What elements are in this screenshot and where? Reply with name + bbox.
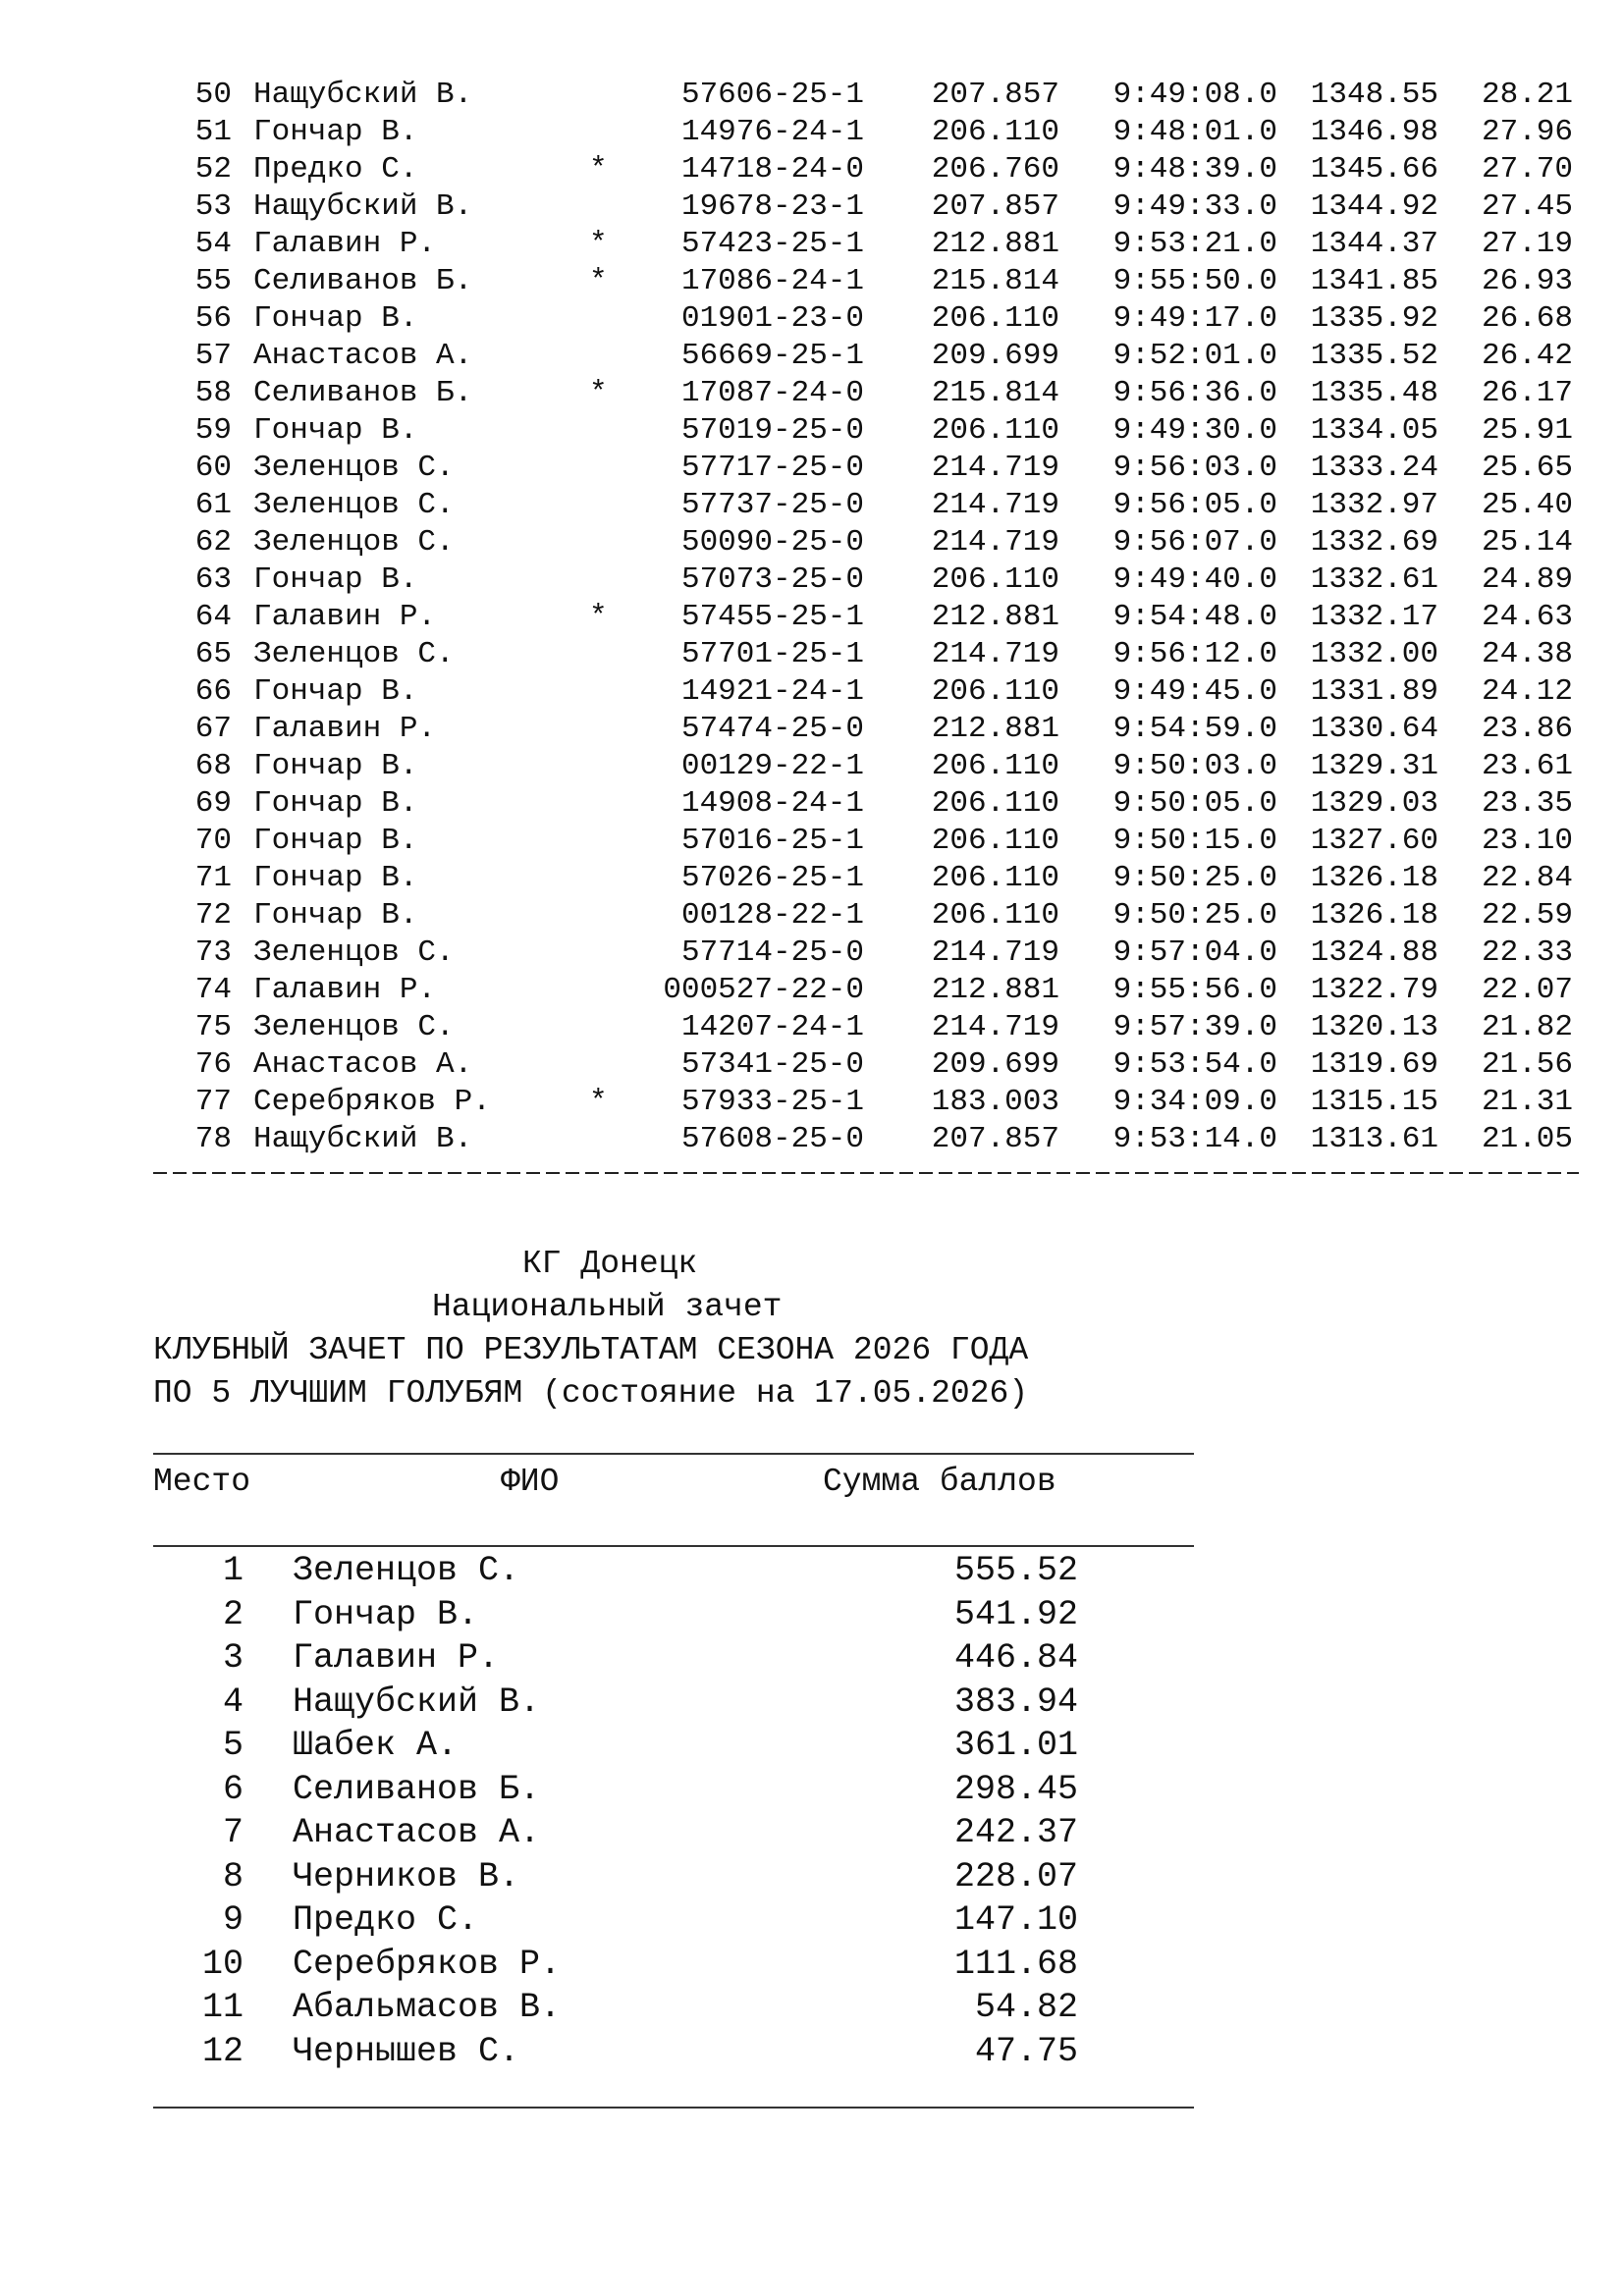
table-top-rule: [153, 1453, 1194, 1455]
result-speed: 1332.61: [1310, 562, 1438, 597]
result-speed: 1330.64: [1310, 712, 1438, 746]
result-row: [0, 77, 1624, 114]
standing-row: [0, 1855, 1624, 1899]
result-time: 9:49:33.0: [1112, 189, 1277, 224]
result-name: Зеленцов С.: [253, 525, 455, 560]
result-ring: 56669-25-1: [680, 339, 864, 373]
result-score: 27.19: [1481, 227, 1573, 261]
result-name: Гончар В.: [253, 413, 418, 448]
result-speed: 1332.17: [1310, 600, 1438, 634]
result-time: 9:34:09.0: [1112, 1085, 1277, 1119]
result-flag: *: [589, 376, 608, 410]
club-name: КГ Донецк: [522, 1246, 698, 1282]
result-time: 9:56:03.0: [1112, 451, 1277, 485]
result-name: Зеленцов С.: [253, 488, 455, 522]
result-time: 9:54:48.0: [1112, 600, 1277, 634]
result-speed: 1329.03: [1310, 786, 1438, 821]
result-name: Предко С.: [253, 152, 418, 187]
result-num: 62: [194, 525, 232, 560]
result-speed: 1315.15: [1310, 1085, 1438, 1119]
result-speed: 1331.89: [1310, 674, 1438, 709]
result-ring: 14976-24-1: [680, 115, 864, 149]
result-score: 22.59: [1481, 898, 1573, 933]
result-num: 52: [194, 152, 232, 187]
result-distance: 206.110: [931, 413, 1059, 448]
standing-sum: 361.01: [953, 1726, 1078, 1765]
result-speed: 1320.13: [1310, 1010, 1438, 1044]
standing-name: Галавин Р.: [293, 1638, 500, 1678]
result-row: [0, 487, 1624, 524]
result-score: 21.82: [1481, 1010, 1573, 1044]
standing-sum: 242.37: [953, 1813, 1078, 1852]
result-distance: 212.881: [931, 973, 1059, 1007]
result-num: 58: [194, 376, 232, 410]
result-name: Галавин Р.: [253, 227, 437, 261]
result-score: 22.33: [1481, 935, 1573, 970]
result-num: 67: [194, 712, 232, 746]
standing-row: [0, 1593, 1624, 1637]
result-name: Зеленцов С.: [253, 1010, 455, 1044]
result-flag: *: [589, 1085, 608, 1119]
result-num: 55: [194, 264, 232, 298]
result-row: [0, 524, 1624, 561]
result-row: [0, 1084, 1624, 1121]
result-row: [0, 1046, 1624, 1084]
result-flag: *: [589, 600, 608, 634]
standing-place: 9: [222, 1900, 244, 1940]
result-row: [0, 561, 1624, 599]
result-ring: 57608-25-0: [680, 1122, 864, 1156]
result-ring: 14718-24-0: [680, 152, 864, 187]
standing-name: Абальмасов В.: [293, 1988, 562, 2027]
result-name: Гончар В.: [253, 861, 418, 895]
result-name: Анастасов А.: [253, 339, 473, 373]
standing-sum: 383.94: [953, 1682, 1078, 1722]
result-ring: 17086-24-1: [680, 264, 864, 298]
standing-place: 1: [222, 1551, 244, 1590]
result-distance: 206.110: [931, 562, 1059, 597]
result-distance: 206.110: [931, 749, 1059, 783]
result-time: 9:56:07.0: [1112, 525, 1277, 560]
result-distance: 214.719: [931, 451, 1059, 485]
result-name: Зеленцов С.: [253, 451, 455, 485]
result-ring: 57717-25-0: [680, 451, 864, 485]
result-num: 66: [194, 674, 232, 709]
result-score: 21.05: [1481, 1122, 1573, 1156]
result-time: 9:48:01.0: [1112, 115, 1277, 149]
result-row: [0, 823, 1624, 860]
result-num: 51: [194, 115, 232, 149]
result-speed: 1324.88: [1310, 935, 1438, 970]
race-results-table: [0, 77, 1624, 1158]
result-speed: 1344.92: [1310, 189, 1438, 224]
result-distance: 214.719: [931, 637, 1059, 671]
result-speed: 1319.69: [1310, 1047, 1438, 1082]
standing-place: 4: [222, 1682, 244, 1722]
standing-place: 8: [222, 1856, 244, 1896]
result-speed: 1348.55: [1310, 78, 1438, 112]
result-time: 9:49:08.0: [1112, 78, 1277, 112]
result-score: 27.45: [1481, 189, 1573, 224]
result-score: 24.12: [1481, 674, 1573, 709]
result-ring: 57341-25-0: [680, 1047, 864, 1082]
standing-place: 10: [201, 1944, 244, 1984]
standing-row: [0, 1549, 1624, 1593]
result-score: 28.21: [1481, 78, 1573, 112]
result-name: Нащубский В.: [253, 1122, 473, 1156]
result-speed: 1326.18: [1310, 898, 1438, 933]
result-name: Зеленцов С.: [253, 935, 455, 970]
result-row: [0, 114, 1624, 151]
result-name: Гончар В.: [253, 562, 418, 597]
result-speed: 1345.66: [1310, 152, 1438, 187]
header-place: Место: [153, 1464, 251, 1500]
result-num: 60: [194, 451, 232, 485]
result-time: 9:53:21.0: [1112, 227, 1277, 261]
standing-name: Чернышев С.: [293, 2031, 520, 2071]
result-distance: 206.760: [931, 152, 1059, 187]
result-num: 65: [194, 637, 232, 671]
result-score: 21.31: [1481, 1085, 1573, 1119]
result-num: 56: [194, 301, 232, 336]
result-row: [0, 897, 1624, 934]
result-row: [0, 972, 1624, 1009]
table-bottom-rule: [153, 2107, 1194, 2109]
result-score: 21.56: [1481, 1047, 1573, 1082]
result-ring: 17087-24-0: [680, 376, 864, 410]
result-row: [0, 188, 1624, 226]
result-name: Серебряков Р.: [253, 1085, 491, 1119]
result-row: [0, 934, 1624, 972]
result-speed: 1322.79: [1310, 973, 1438, 1007]
result-score: 23.10: [1481, 824, 1573, 858]
result-ring: 57933-25-1: [680, 1085, 864, 1119]
result-time: 9:49:40.0: [1112, 562, 1277, 597]
result-score: 25.14: [1481, 525, 1573, 560]
result-speed: 1333.24: [1310, 451, 1438, 485]
result-time: 9:52:01.0: [1112, 339, 1277, 373]
result-distance: 214.719: [931, 525, 1059, 560]
result-score: 26.17: [1481, 376, 1573, 410]
result-num: 77: [194, 1085, 232, 1119]
result-name: Анастасов А.: [253, 1047, 473, 1082]
result-flag: *: [589, 264, 608, 298]
result-speed: 1346.98: [1310, 115, 1438, 149]
result-time: 9:50:05.0: [1112, 786, 1277, 821]
result-row: [0, 300, 1624, 338]
result-speed: 1335.52: [1310, 339, 1438, 373]
result-score: 25.65: [1481, 451, 1573, 485]
result-time: 9:57:04.0: [1112, 935, 1277, 970]
standing-row: [0, 1943, 1624, 1987]
result-row: [0, 599, 1624, 636]
result-time: 9:48:39.0: [1112, 152, 1277, 187]
standing-place: 11: [201, 1988, 244, 2027]
result-distance: 214.719: [931, 935, 1059, 970]
result-speed: 1344.37: [1310, 227, 1438, 261]
result-score: 23.35: [1481, 786, 1573, 821]
result-score: 27.96: [1481, 115, 1573, 149]
result-ring: 57026-25-1: [680, 861, 864, 895]
standing-row: [0, 1898, 1624, 1943]
standing-sum: 111.68: [953, 1944, 1078, 1984]
result-time: 9:49:30.0: [1112, 413, 1277, 448]
result-score: 26.68: [1481, 301, 1573, 336]
result-distance: 207.857: [931, 78, 1059, 112]
standing-place: 7: [222, 1813, 244, 1852]
result-time: 9:50:25.0: [1112, 898, 1277, 933]
standing-name: Нащубский В.: [293, 1682, 541, 1722]
result-num: 78: [194, 1122, 232, 1156]
result-distance: 209.699: [931, 1047, 1059, 1082]
result-ring: 57474-25-0: [680, 712, 864, 746]
header-name: ФИО: [501, 1464, 560, 1500]
standing-sum: 54.82: [974, 1988, 1078, 2027]
result-speed: 1326.18: [1310, 861, 1438, 895]
result-speed: 1341.85: [1310, 264, 1438, 298]
standing-sum: 555.52: [953, 1551, 1078, 1590]
result-ring: 57701-25-1: [680, 637, 864, 671]
standing-sum: 228.07: [953, 1856, 1078, 1896]
result-distance: 215.814: [931, 264, 1059, 298]
result-distance: 209.699: [931, 339, 1059, 373]
standing-row: [0, 1636, 1624, 1681]
result-time: 9:56:12.0: [1112, 637, 1277, 671]
result-flag: *: [589, 152, 608, 187]
standing-place: 2: [222, 1594, 244, 1634]
standing-row: [0, 1811, 1624, 1855]
standing-name: Черников В.: [293, 1856, 520, 1896]
result-score: 26.42: [1481, 339, 1573, 373]
result-distance: 212.881: [931, 600, 1059, 634]
result-name: Нащубский В.: [253, 189, 473, 224]
standing-row: [0, 2030, 1624, 2074]
result-num: 63: [194, 562, 232, 597]
result-speed: 1332.97: [1310, 488, 1438, 522]
result-speed: 1329.31: [1310, 749, 1438, 783]
result-time: 9:50:25.0: [1112, 861, 1277, 895]
standing-sum: 446.84: [953, 1638, 1078, 1678]
result-speed: 1335.48: [1310, 376, 1438, 410]
result-name: Гончар В.: [253, 749, 418, 783]
result-distance: 206.110: [931, 115, 1059, 149]
result-row: [0, 748, 1624, 785]
result-speed: 1334.05: [1310, 413, 1438, 448]
standing-name: Селиванов Б.: [293, 1769, 541, 1809]
result-name: Гончар В.: [253, 824, 418, 858]
result-name: Галавин Р.: [253, 600, 437, 634]
standing-place: 3: [222, 1638, 244, 1678]
result-distance: 212.881: [931, 227, 1059, 261]
result-speed: 1335.92: [1310, 301, 1438, 336]
result-ring: 14921-24-1: [680, 674, 864, 709]
result-distance: 206.110: [931, 674, 1059, 709]
result-row: [0, 338, 1624, 375]
result-name: Гончар В.: [253, 301, 418, 336]
standing-place: 12: [201, 2031, 244, 2071]
standing-place: 5: [222, 1726, 244, 1765]
result-ring: 57019-25-0: [680, 413, 864, 448]
result-time: 9:49:17.0: [1112, 301, 1277, 336]
header-sum: Сумма баллов: [823, 1464, 1056, 1500]
result-row: [0, 412, 1624, 450]
result-score: 26.93: [1481, 264, 1573, 298]
result-name: Селиванов Б.: [253, 264, 473, 298]
result-row: [0, 263, 1624, 300]
result-row: [0, 1121, 1624, 1158]
standing-name: Предко С.: [293, 1900, 479, 1940]
result-distance: 206.110: [931, 861, 1059, 895]
result-num: 74: [194, 973, 232, 1007]
result-distance: 183.003: [931, 1085, 1059, 1119]
table-header-rule: [153, 1545, 1194, 1547]
result-ring: 14207-24-1: [680, 1010, 864, 1044]
result-name: Нащубский В.: [253, 78, 473, 112]
result-row: [0, 450, 1624, 487]
result-name: Гончар В.: [253, 786, 418, 821]
result-ring: 14908-24-1: [680, 786, 864, 821]
result-time: 9:55:56.0: [1112, 973, 1277, 1007]
result-score: 22.07: [1481, 973, 1573, 1007]
result-row: [0, 785, 1624, 823]
result-ring: 19678-23-1: [680, 189, 864, 224]
result-num: 69: [194, 786, 232, 821]
result-time: 9:53:54.0: [1112, 1047, 1277, 1082]
result-ring: 57714-25-0: [680, 935, 864, 970]
result-name: Селиванов Б.: [253, 376, 473, 410]
result-ring: 01901-23-0: [680, 301, 864, 336]
result-ring: 50090-25-0: [680, 525, 864, 560]
result-distance: 206.110: [931, 301, 1059, 336]
result-name: Галавин Р.: [253, 712, 437, 746]
result-score: 27.70: [1481, 152, 1573, 187]
result-time: 9:55:50.0: [1112, 264, 1277, 298]
result-row: [0, 636, 1624, 673]
standing-row: [0, 1681, 1624, 1725]
result-num: 71: [194, 861, 232, 895]
result-row: [0, 226, 1624, 263]
result-ring: 00129-22-1: [680, 749, 864, 783]
standing-name: Анастасов А.: [293, 1813, 541, 1852]
result-score: 24.63: [1481, 600, 1573, 634]
result-num: 57: [194, 339, 232, 373]
result-num: 72: [194, 898, 232, 933]
result-time: 9:50:15.0: [1112, 824, 1277, 858]
result-time: 9:49:45.0: [1112, 674, 1277, 709]
result-row: [0, 673, 1624, 711]
result-ring: 57073-25-0: [680, 562, 864, 597]
result-score: 24.38: [1481, 637, 1573, 671]
standing-name: Зеленцов С.: [293, 1551, 520, 1590]
result-score: 22.84: [1481, 861, 1573, 895]
result-num: 53: [194, 189, 232, 224]
result-speed: 1313.61: [1310, 1122, 1438, 1156]
standing-name: Гончар В.: [293, 1594, 479, 1634]
result-time: 9:56:36.0: [1112, 376, 1277, 410]
result-distance: 206.110: [931, 898, 1059, 933]
result-name: Гончар В.: [253, 674, 418, 709]
result-num: 73: [194, 935, 232, 970]
result-num: 75: [194, 1010, 232, 1044]
result-num: 76: [194, 1047, 232, 1082]
result-time: 9:54:59.0: [1112, 712, 1277, 746]
result-distance: 207.857: [931, 1122, 1059, 1156]
result-num: 61: [194, 488, 232, 522]
result-num: 64: [194, 600, 232, 634]
result-score: 25.40: [1481, 488, 1573, 522]
result-num: 70: [194, 824, 232, 858]
result-time: 9:50:03.0: [1112, 749, 1277, 783]
result-num: 50: [194, 78, 232, 112]
result-name: Гончар В.: [253, 115, 418, 149]
standing-sum: 541.92: [953, 1594, 1078, 1634]
result-speed: 1332.69: [1310, 525, 1438, 560]
result-ring: 57423-25-1: [680, 227, 864, 261]
result-num: 59: [194, 413, 232, 448]
result-distance: 212.881: [931, 712, 1059, 746]
result-ring: 00128-22-1: [680, 898, 864, 933]
result-row: [0, 151, 1624, 188]
result-distance: 214.719: [931, 488, 1059, 522]
result-speed: 1327.60: [1310, 824, 1438, 858]
result-time: 9:57:39.0: [1112, 1010, 1277, 1044]
standing-sum: 147.10: [953, 1900, 1078, 1940]
season-title-line1: КЛУБНЫЙ ЗАЧЕТ ПО РЕЗУЛЬТАТАМ СЕЗОНА 2026 ГОДА: [153, 1332, 1029, 1368]
standing-name: Серебряков Р.: [293, 1944, 562, 1984]
result-ring: 57606-25-1: [680, 78, 864, 112]
standing-sum: 298.45: [953, 1769, 1078, 1809]
standing-row: [0, 1986, 1624, 2030]
result-ring: 000527-22-0: [663, 973, 864, 1007]
result-distance: 207.857: [931, 189, 1059, 224]
result-row: [0, 860, 1624, 897]
result-row: [0, 375, 1624, 412]
result-flag: *: [589, 227, 608, 261]
standing-sum: 47.75: [974, 2031, 1078, 2071]
standing-place: 6: [222, 1769, 244, 1809]
result-score: 23.86: [1481, 712, 1573, 746]
result-distance: 215.814: [931, 376, 1059, 410]
result-row: [0, 1009, 1624, 1046]
result-row: [0, 711, 1624, 748]
season-title-line2: ПО 5 ЛУЧШИМ ГОЛУБЯМ (состояние на 17.05.2026): [153, 1375, 1029, 1412]
result-score: 25.91: [1481, 413, 1573, 448]
result-score: 24.89: [1481, 562, 1573, 597]
standing-row: [0, 1768, 1624, 1812]
result-name: Галавин Р.: [253, 973, 437, 1007]
club-subtitle: Национальный зачет: [432, 1289, 783, 1325]
result-distance: 206.110: [931, 786, 1059, 821]
result-time: 9:56:05.0: [1112, 488, 1277, 522]
result-name: Гончар В.: [253, 898, 418, 933]
standings-table: [0, 1549, 1624, 2073]
result-score: 23.61: [1481, 749, 1573, 783]
result-distance: 214.719: [931, 1010, 1059, 1044]
result-time: 9:53:14.0: [1112, 1122, 1277, 1156]
standing-row: [0, 1724, 1624, 1768]
result-speed: 1332.00: [1310, 637, 1438, 671]
result-name: Зеленцов С.: [253, 637, 455, 671]
standing-name: Шабек А.: [293, 1726, 459, 1765]
result-num: 68: [194, 749, 232, 783]
result-num: 54: [194, 227, 232, 261]
result-distance: 206.110: [931, 824, 1059, 858]
result-ring: 57455-25-1: [680, 600, 864, 634]
result-ring: 57737-25-0: [680, 488, 864, 522]
dashed-separator: [153, 1172, 1579, 1174]
result-ring: 57016-25-1: [680, 824, 864, 858]
